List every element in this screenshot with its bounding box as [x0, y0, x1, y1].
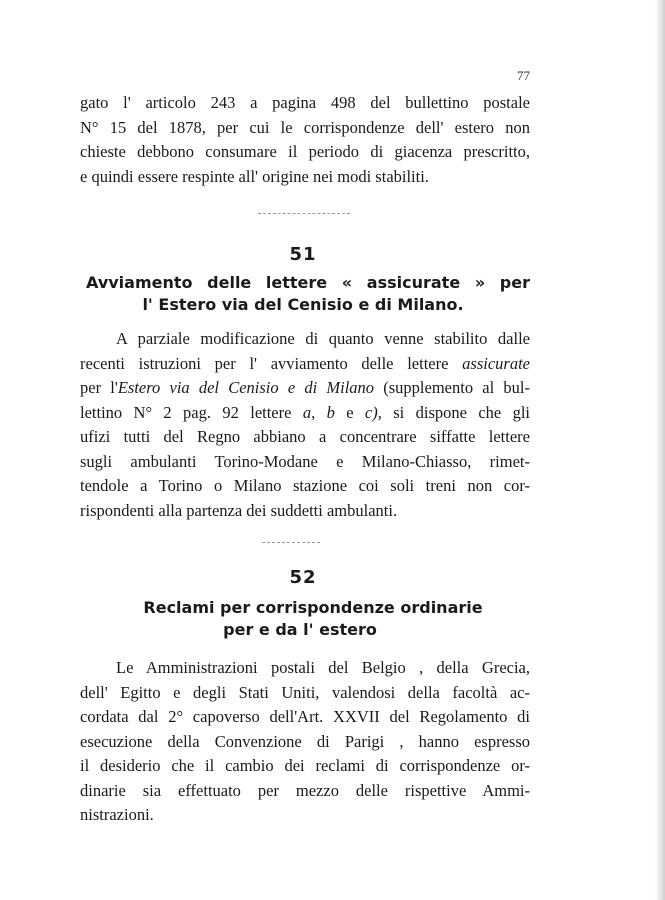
- section-title-line: l' Estero via del Cenisio e di Milano.: [142, 295, 464, 314]
- page-number: 77: [517, 68, 530, 83]
- section-title: [86, 272, 530, 316]
- italic-text: Estero via del Cenisio e di Milano: [117, 378, 375, 397]
- body-text: per l': [80, 378, 118, 397]
- section-51-body: [80, 327, 530, 523]
- intro-paragraph: [80, 91, 530, 189]
- body-line: A parziale modificazione di quanto venne stabilito dalle: [116, 329, 530, 348]
- section-number: 52: [289, 567, 317, 588]
- body-line: rispondenti alla partenza dei suddetti ambulanti.: [80, 500, 398, 520]
- intro-line: chieste debbono consumare il periodo di giacenza prescritto,: [80, 142, 530, 161]
- body-text: e: [346, 402, 354, 422]
- body-line: esecuzione della Convenzione di Parigi , hanno espresso: [80, 731, 530, 751]
- section-52-body: [80, 656, 530, 828]
- body-line: il desiderio che il cambio dei reclami di corrispondenze or-: [80, 756, 530, 775]
- italic-text: c),: [364, 402, 382, 422]
- body-text: (supplemento al bul-: [383, 378, 530, 397]
- body-line: dinarie sia effettuato per mezzo delle rispettive Ammi-: [80, 780, 530, 800]
- body-line: dell' Egitto e degli Stati Uniti, valendosi della facoltà ac-: [80, 682, 530, 702]
- body-text: si dispone che gli: [393, 402, 530, 422]
- intro-line: e quindi essere respinte all' origine nei modi stabiliti.: [80, 166, 429, 186]
- italic-text: b: [326, 402, 335, 422]
- section-title-line: Avviamento delle lettere « assicurate » per: [86, 273, 530, 292]
- body-line: [80, 401, 530, 426]
- section-title-line: Reclami per corrispondenze ordinarie: [143, 598, 483, 617]
- italic-text: assicurate: [462, 353, 530, 373]
- intro-line: gato l' articolo 243 a pagina 498 del bullettino postale: [80, 93, 530, 112]
- body-line: Le Amministrazioni postali del Belgio , della Grecia,: [116, 658, 530, 677]
- body-text: recenti istruzioni per l' avviamento delle lettere: [80, 353, 449, 373]
- intro-line: N° 15 del 1878, per cui le corrispondenze dell' estero non: [80, 117, 530, 137]
- body-line: [80, 352, 530, 377]
- section-separator: [258, 213, 350, 214]
- body-line: [80, 376, 530, 401]
- italic-text: a,: [302, 402, 316, 422]
- section-title: [86, 597, 530, 641]
- body-line: ufizi tutti del Regno abbiano a concentrare siffatte lettere: [80, 427, 530, 446]
- section-title-line: per e da l' estero: [223, 620, 377, 639]
- body-line: nistrazioni.: [80, 805, 154, 824]
- body-text: lettino N° 2 pag. 92 lettere: [80, 402, 292, 422]
- page-edge-shadow: [655, 0, 665, 900]
- body-line: sugli ambulanti Torino-Modane e Milano-Chiasso, rimet-: [80, 451, 530, 471]
- body-line: tendole a Torino o Milano stazione coi soli treni non cor-: [80, 476, 530, 495]
- body-line: cordata dal 2° capoverso dell'Art. XXVII del Regolamento di: [80, 707, 530, 726]
- section-number: 51: [289, 244, 317, 265]
- section-separator: [262, 542, 320, 543]
